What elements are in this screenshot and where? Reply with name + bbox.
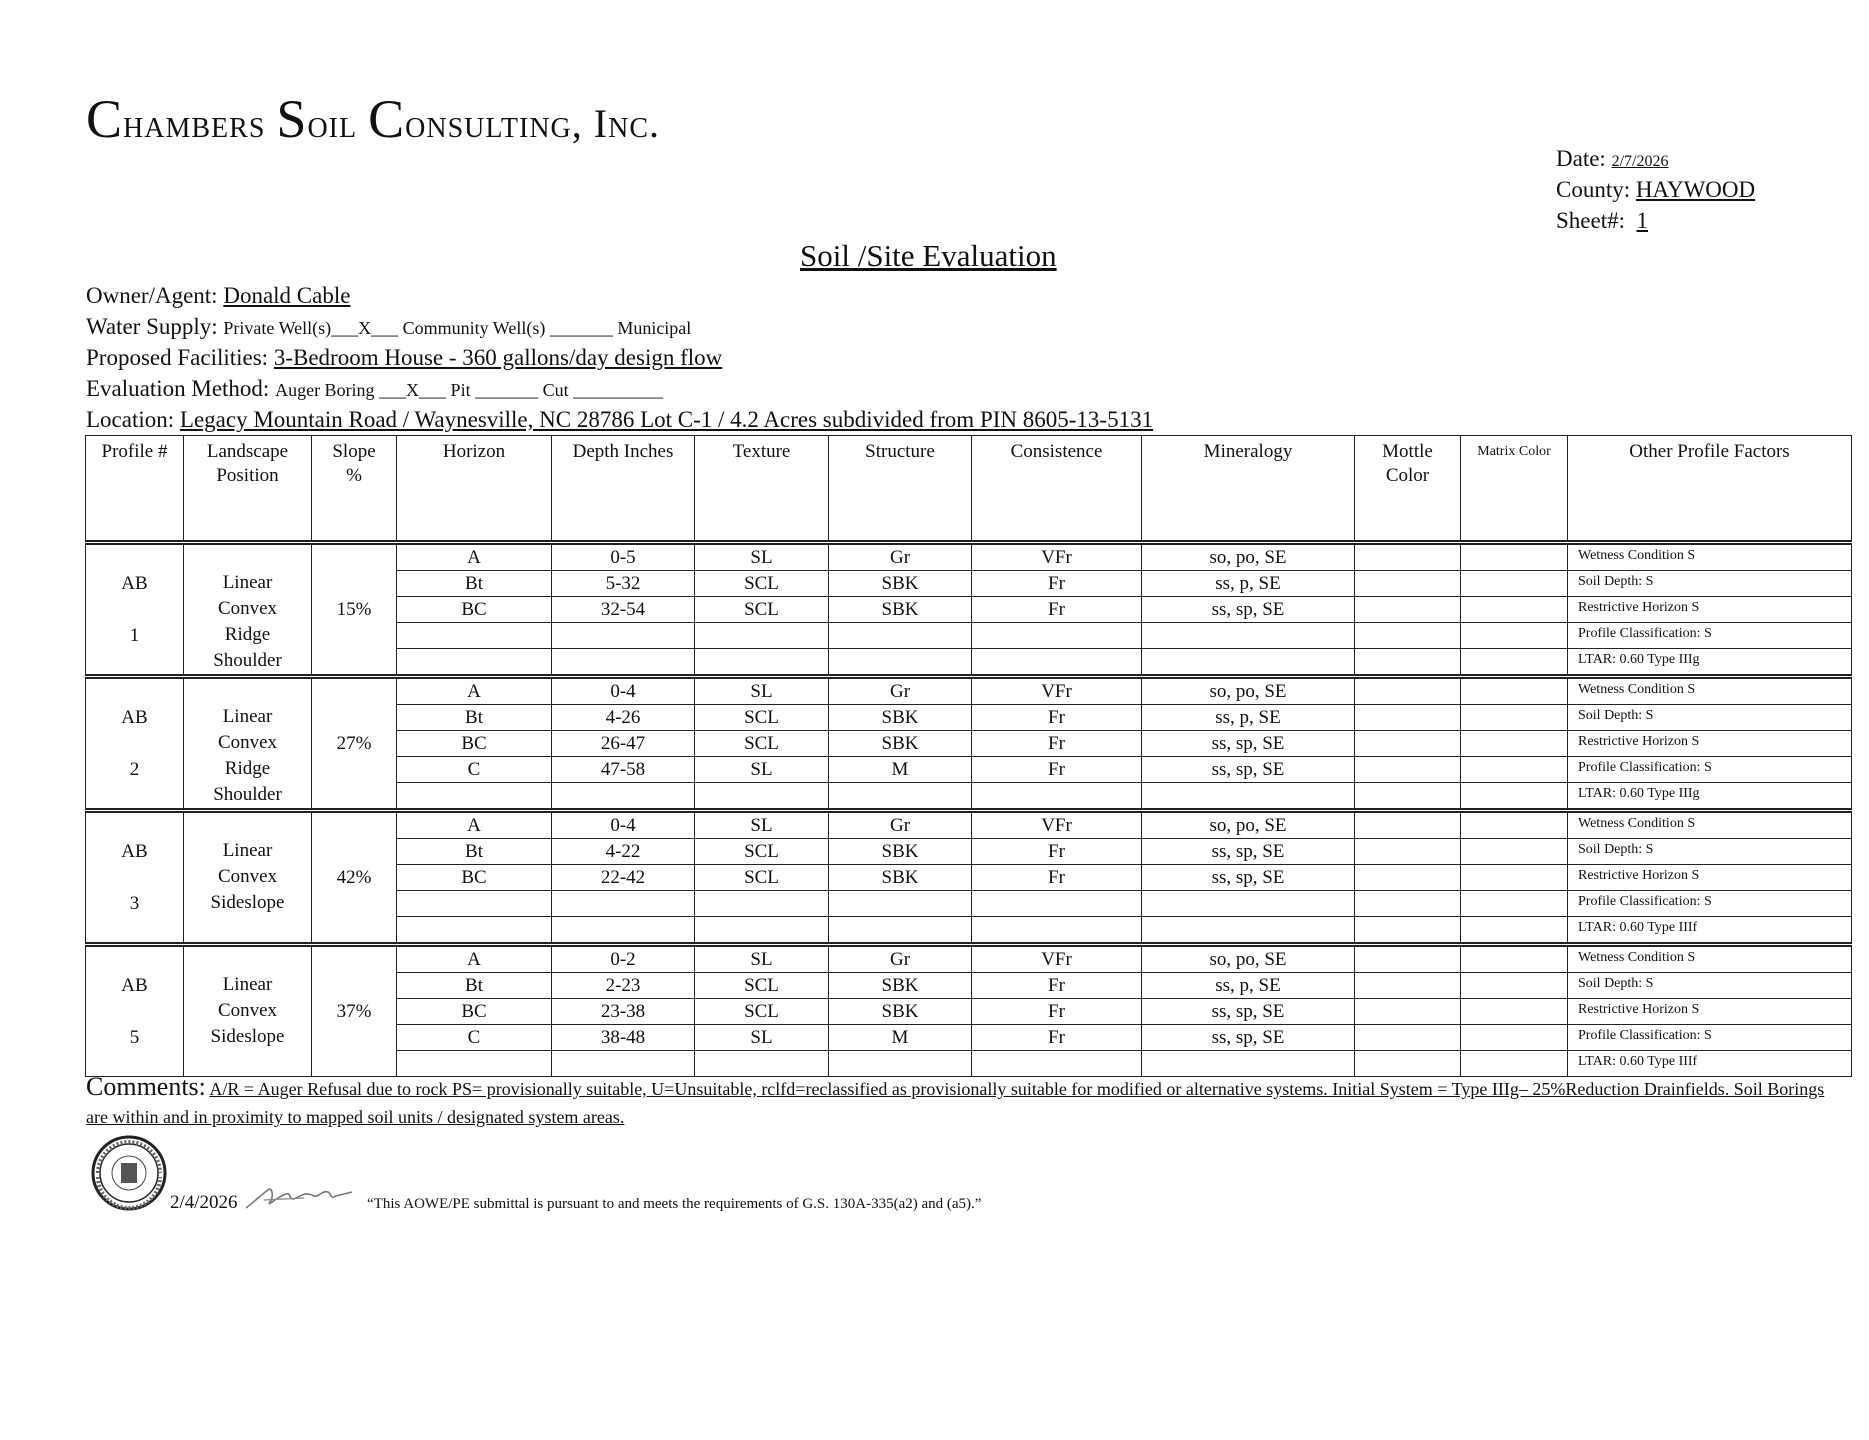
texture-cell: SCL (695, 571, 829, 597)
horizon-cell: A (397, 945, 552, 973)
profile-group (86, 543, 1852, 677)
structure-cell: SBK (829, 705, 972, 731)
table-row (86, 677, 1852, 705)
consistence-cell: VFr (972, 543, 1142, 571)
consistence-cell: Fr (972, 999, 1142, 1025)
header-texture: Texture (695, 436, 829, 543)
mineralogy-cell: ss, sp, SE (1142, 731, 1355, 757)
landscape-position-term: Shoulder (213, 650, 282, 671)
consistence-cell: Fr (972, 1025, 1142, 1051)
horizon-cell: A (397, 811, 552, 839)
depth-cell: 4-22 (552, 839, 695, 865)
consistence-cell (972, 649, 1142, 677)
header-structure: Structure (829, 436, 972, 543)
header-matrix-color: Matrix Color (1461, 436, 1568, 543)
profile-factor-cell: Wetness Condition S (1568, 543, 1852, 571)
horizon-cell: BC (397, 597, 552, 623)
texture-cell: SL (695, 543, 829, 571)
profile-factor-cell: Profile Classification: S (1568, 623, 1852, 649)
consistence-cell: VFr (972, 811, 1142, 839)
table-row (86, 811, 1852, 839)
profile-code: AB (121, 840, 148, 862)
mineralogy-cell (1142, 783, 1355, 811)
depth-cell: 0-5 (552, 543, 695, 571)
table-row (86, 945, 1852, 973)
horizon-cell: Bt (397, 705, 552, 731)
matrix-color-cell (1461, 811, 1568, 839)
header-mineralogy: Mineralogy (1142, 436, 1355, 543)
profile-factor-cell: LTAR: 0.60 Type IIIg (1568, 783, 1852, 811)
profile-id: 5 (129, 1026, 140, 1048)
landscape-position (184, 945, 312, 1077)
profile-code: AB (121, 974, 148, 996)
water-supply-line: Water Supply: Private Well(s)___X___ Community Well(s) _______ Municipal (86, 314, 692, 339)
profile-id: 1 (129, 624, 140, 646)
landscape-position-term: Ridge (224, 758, 271, 779)
structure-cell: Gr (829, 543, 972, 571)
structure-cell: SBK (829, 839, 972, 865)
facilities-value: 3-Bedroom House - 360 gallons/day design flow (273, 345, 723, 370)
horizon-cell (397, 891, 552, 917)
landscape-position-term: Linear (222, 840, 273, 861)
consistence-cell: Fr (972, 731, 1142, 757)
depth-cell (552, 917, 695, 945)
depth-cell: 26-47 (552, 731, 695, 757)
texture-cell: SL (695, 945, 829, 973)
matrix-color-cell (1461, 865, 1568, 891)
matrix-color-cell (1461, 973, 1568, 999)
structure-cell (829, 649, 972, 677)
horizon-cell: A (397, 677, 552, 705)
landscape-position-term: Convex (217, 732, 278, 753)
comments (86, 1073, 1846, 1131)
texture-cell: SL (695, 811, 829, 839)
mottle-color-cell (1355, 677, 1461, 705)
horizon-cell (397, 649, 552, 677)
slope-value: 15% (312, 543, 397, 677)
structure-cell (829, 623, 972, 649)
texture-cell: SCL (695, 999, 829, 1025)
date-value: 2/7/2026 (1611, 153, 1669, 170)
comments-text: A/R = Auger Refusal due to rock PS= provisionally suitable, U=Unsuitable, rclfd=reclassified as provisionally suitable for modified or alternative systems. Initial System = Type IIIg– 25%Reduction Drainfields. Soil Borings are within and in proximity to mapped soil units / designated system areas. (86, 1079, 1825, 1127)
landscape-position-term: Sideslope (210, 1026, 285, 1047)
profile-factor-cell: Wetness Condition S (1568, 811, 1852, 839)
company-name: Chambers Soil Consulting, Inc. (86, 89, 660, 149)
consistence-cell: VFr (972, 677, 1142, 705)
header-depth: Depth Inches (552, 436, 695, 543)
header-other-factors: Other Profile Factors (1568, 436, 1852, 543)
profile-factor-cell: Wetness Condition S (1568, 945, 1852, 973)
consistence-cell: Fr (972, 757, 1142, 783)
profile-factor-cell: Restrictive Horizon S (1568, 597, 1852, 623)
horizon-cell: Bt (397, 839, 552, 865)
header-horizon: Horizon (397, 436, 552, 543)
matrix-color-cell (1461, 571, 1568, 597)
profile-code: AB (121, 572, 148, 594)
depth-cell (552, 623, 695, 649)
consistence-cell (972, 783, 1142, 811)
table-row (86, 543, 1852, 571)
mineralogy-cell: ss, sp, SE (1142, 839, 1355, 865)
horizon-cell: C (397, 757, 552, 783)
texture-cell: SCL (695, 731, 829, 757)
owner-value: Donald Cable (223, 283, 351, 308)
structure-cell (829, 917, 972, 945)
header-consistence: Consistence (972, 436, 1142, 543)
texture-cell (695, 783, 829, 811)
profile-factor-cell: Wetness Condition S (1568, 677, 1852, 705)
matrix-color-cell (1461, 597, 1568, 623)
horizon-cell: BC (397, 999, 552, 1025)
structure-cell: SBK (829, 731, 972, 757)
owner-line: Owner/Agent: Donald Cable (86, 283, 351, 308)
mineralogy-cell: so, po, SE (1142, 945, 1355, 973)
texture-cell: SL (695, 677, 829, 705)
matrix-color-cell (1461, 705, 1568, 731)
mottle-color-cell (1355, 649, 1461, 677)
structure-cell: SBK (829, 865, 972, 891)
consistence-cell: Fr (972, 973, 1142, 999)
signature-icon (244, 1182, 356, 1212)
slope-value: 27% (312, 677, 397, 811)
landscape-position-term: Convex (217, 598, 278, 619)
mottle-color-cell (1355, 571, 1461, 597)
header-slope: Slope % (312, 436, 397, 543)
mottle-color-cell (1355, 891, 1461, 917)
landscape-position-term: Linear (222, 974, 273, 995)
compliance-statement: “This AOWE/PE submittal is pursuant to and meets the requirements of G.S. 130A-335(a2) and (a5).” (367, 1196, 982, 1212)
profile-number (86, 945, 184, 1077)
landscape-position-term: Sideslope (210, 892, 285, 913)
consistence-cell (972, 891, 1142, 917)
mineralogy-cell: so, po, SE (1142, 677, 1355, 705)
mottle-color-cell (1355, 999, 1461, 1025)
date-line: Date: 2/7/2026 (1556, 146, 1669, 171)
location-line: Location: Legacy Mountain Road / Waynesville, NC 28786 Lot C-1 / 4.2 Acres subdivided from PIN 8605-13-5131 (86, 407, 1154, 432)
mineralogy-cell: ss, sp, SE (1142, 757, 1355, 783)
horizon-cell (397, 917, 552, 945)
depth-cell: 47-58 (552, 757, 695, 783)
matrix-color-cell (1461, 917, 1568, 945)
horizon-cell (397, 783, 552, 811)
depth-cell: 38-48 (552, 1025, 695, 1051)
mineralogy-cell: so, po, SE (1142, 811, 1355, 839)
landscape-position (184, 811, 312, 945)
soil-evaluation-table (85, 435, 1852, 1077)
mottle-color-cell (1355, 973, 1461, 999)
matrix-color-cell (1461, 783, 1568, 811)
profile-factor-cell: Restrictive Horizon S (1568, 999, 1852, 1025)
mottle-color-cell (1355, 783, 1461, 811)
mottle-color-cell (1355, 757, 1461, 783)
consistence-cell (972, 623, 1142, 649)
matrix-color-cell (1461, 891, 1568, 917)
structure-cell: SBK (829, 999, 972, 1025)
structure-cell: Gr (829, 811, 972, 839)
profile-number (86, 677, 184, 811)
depth-cell (552, 649, 695, 677)
landscape-position-term: Shoulder (213, 784, 282, 805)
matrix-color-cell (1461, 1025, 1568, 1051)
profile-code: AB (121, 706, 148, 728)
profile-factor-cell: Restrictive Horizon S (1568, 731, 1852, 757)
mottle-color-cell (1355, 623, 1461, 649)
depth-cell: 0-4 (552, 811, 695, 839)
profile-id: 3 (129, 892, 140, 914)
consistence-cell: Fr (972, 839, 1142, 865)
mottle-color-cell (1355, 839, 1461, 865)
structure-cell (829, 783, 972, 811)
depth-cell: 32-54 (552, 597, 695, 623)
county-line: County: HAYWOOD (1556, 177, 1756, 202)
header-profile: Profile # (86, 436, 184, 543)
structure-cell: SBK (829, 571, 972, 597)
profile-factor-cell: Profile Classification: S (1568, 1025, 1852, 1051)
mineralogy-cell: ss, p, SE (1142, 571, 1355, 597)
consistence-cell: VFr (972, 945, 1142, 973)
mottle-color-cell (1355, 705, 1461, 731)
texture-cell: SCL (695, 705, 829, 731)
mottle-color-cell (1355, 731, 1461, 757)
location-value: Legacy Mountain Road / Waynesville, NC 28786 Lot C-1 / 4.2 Acres subdivided from PIN 8605-13-5131 (179, 407, 1154, 432)
profile-group (86, 945, 1852, 1077)
depth-cell (552, 891, 695, 917)
profile-factor-cell: Profile Classification: S (1568, 891, 1852, 917)
mineralogy-cell: ss, sp, SE (1142, 999, 1355, 1025)
structure-cell: Gr (829, 677, 972, 705)
profile-factor-cell: Soil Depth: S (1568, 705, 1852, 731)
header-mottle-color: Mottle Color (1355, 436, 1461, 543)
profile-factor-cell: LTAR: 0.60 Type IIIf (1568, 917, 1852, 945)
consistence-cell: Fr (972, 571, 1142, 597)
mineralogy-cell: ss, sp, SE (1142, 865, 1355, 891)
depth-cell: 2-23 (552, 973, 695, 999)
depth-cell: 4-26 (552, 705, 695, 731)
texture-cell (695, 623, 829, 649)
matrix-color-cell (1461, 649, 1568, 677)
mineralogy-cell: ss, p, SE (1142, 973, 1355, 999)
landscape-position-term: Convex (217, 1000, 278, 1021)
profile-group (86, 677, 1852, 811)
profile-factor-cell: Soil Depth: S (1568, 839, 1852, 865)
landscape-position (184, 543, 312, 677)
structure-cell: SBK (829, 597, 972, 623)
mineralogy-cell (1142, 917, 1355, 945)
mineralogy-cell: ss, sp, SE (1142, 597, 1355, 623)
landscape-position-term: Linear (222, 706, 273, 727)
profile-factor-cell: Soil Depth: S (1568, 571, 1852, 597)
depth-cell: 22-42 (552, 865, 695, 891)
mineralogy-cell (1142, 891, 1355, 917)
horizon-cell (397, 623, 552, 649)
structure-cell: M (829, 1025, 972, 1051)
signature-date: 2/4/2026 (170, 1192, 238, 1213)
horizon-cell: Bt (397, 973, 552, 999)
matrix-color-cell (1461, 945, 1568, 973)
structure-cell: M (829, 757, 972, 783)
landscape-position-term: Linear (222, 572, 273, 593)
mottle-color-cell (1355, 543, 1461, 571)
structure-cell (829, 891, 972, 917)
seal-icon (90, 1134, 168, 1212)
texture-cell (695, 649, 829, 677)
matrix-color-cell (1461, 999, 1568, 1025)
structure-cell: SBK (829, 973, 972, 999)
evaluation-method-value: Auger Boring ___X___ Pit _______ Cut __________ (275, 380, 664, 400)
horizon-cell: Bt (397, 571, 552, 597)
profile-factor-cell: Soil Depth: S (1568, 973, 1852, 999)
horizon-cell: C (397, 1025, 552, 1051)
page-title: Soil /Site Evaluation (800, 238, 1057, 273)
depth-cell: 5-32 (552, 571, 695, 597)
mineralogy-cell: ss, p, SE (1142, 705, 1355, 731)
profile-factor-cell: Profile Classification: S (1568, 757, 1852, 783)
matrix-color-cell (1461, 757, 1568, 783)
profile-factor-cell: LTAR: 0.60 Type IIIf (1568, 1051, 1852, 1077)
texture-cell: SL (695, 757, 829, 783)
depth-cell: 23-38 (552, 999, 695, 1025)
matrix-color-cell (1461, 543, 1568, 571)
texture-cell: SCL (695, 597, 829, 623)
texture-cell (695, 891, 829, 917)
consistence-cell: Fr (972, 597, 1142, 623)
profile-group (86, 811, 1852, 945)
landscape-position (184, 677, 312, 811)
sheet-value: 1 (1636, 208, 1648, 233)
comments-label: Comments: (86, 1072, 206, 1101)
profile-factor-cell: Restrictive Horizon S (1568, 865, 1852, 891)
profile-number (86, 811, 184, 945)
matrix-color-cell (1461, 731, 1568, 757)
texture-cell: SCL (695, 865, 829, 891)
mottle-color-cell (1355, 917, 1461, 945)
slope-value: 37% (312, 945, 397, 1077)
mineralogy-cell (1142, 649, 1355, 677)
mottle-color-cell (1355, 1025, 1461, 1051)
matrix-color-cell (1461, 623, 1568, 649)
consistence-cell (972, 917, 1142, 945)
consistence-cell: Fr (972, 705, 1142, 731)
sheet-line: Sheet#: 1 (1556, 208, 1648, 233)
mottle-color-cell (1355, 945, 1461, 973)
mottle-color-cell (1355, 597, 1461, 623)
profile-factor-cell: LTAR: 0.60 Type IIIg (1568, 649, 1852, 677)
structure-cell: Gr (829, 945, 972, 973)
mineralogy-cell: ss, sp, SE (1142, 1025, 1355, 1051)
texture-cell: SCL (695, 839, 829, 865)
mineralogy-cell (1142, 623, 1355, 649)
profile-id: 2 (129, 758, 140, 780)
profile-number (86, 543, 184, 677)
consistence-cell: Fr (972, 865, 1142, 891)
horizon-cell: BC (397, 731, 552, 757)
texture-cell: SL (695, 1025, 829, 1051)
mottle-color-cell (1355, 811, 1461, 839)
slope-value: 42% (312, 811, 397, 945)
depth-cell: 0-4 (552, 677, 695, 705)
county-value: HAYWOOD (1635, 177, 1756, 202)
texture-cell (695, 917, 829, 945)
mineralogy-cell: so, po, SE (1142, 543, 1355, 571)
horizon-cell: BC (397, 865, 552, 891)
evaluation-method-line: Evaluation Method: Auger Boring ___X___ Pit _______ Cut __________ (86, 376, 664, 401)
landscape-position-term: Ridge (224, 624, 271, 645)
landscape-position-term: Convex (217, 866, 278, 887)
texture-cell: SCL (695, 973, 829, 999)
mottle-color-cell (1355, 865, 1461, 891)
horizon-cell: A (397, 543, 552, 571)
matrix-color-cell (1461, 677, 1568, 705)
header-landscape-position: Landscape Position (184, 436, 312, 543)
water-supply-value: Private Well(s)___X___ Community Well(s) _______ Municipal (223, 318, 692, 338)
depth-cell: 0-2 (552, 945, 695, 973)
facilities-line: Proposed Facilities: 3-Bedroom House - 360 gallons/day design flow (86, 345, 723, 370)
matrix-color-cell (1461, 839, 1568, 865)
table-header-row (86, 436, 1852, 543)
depth-cell (552, 783, 695, 811)
